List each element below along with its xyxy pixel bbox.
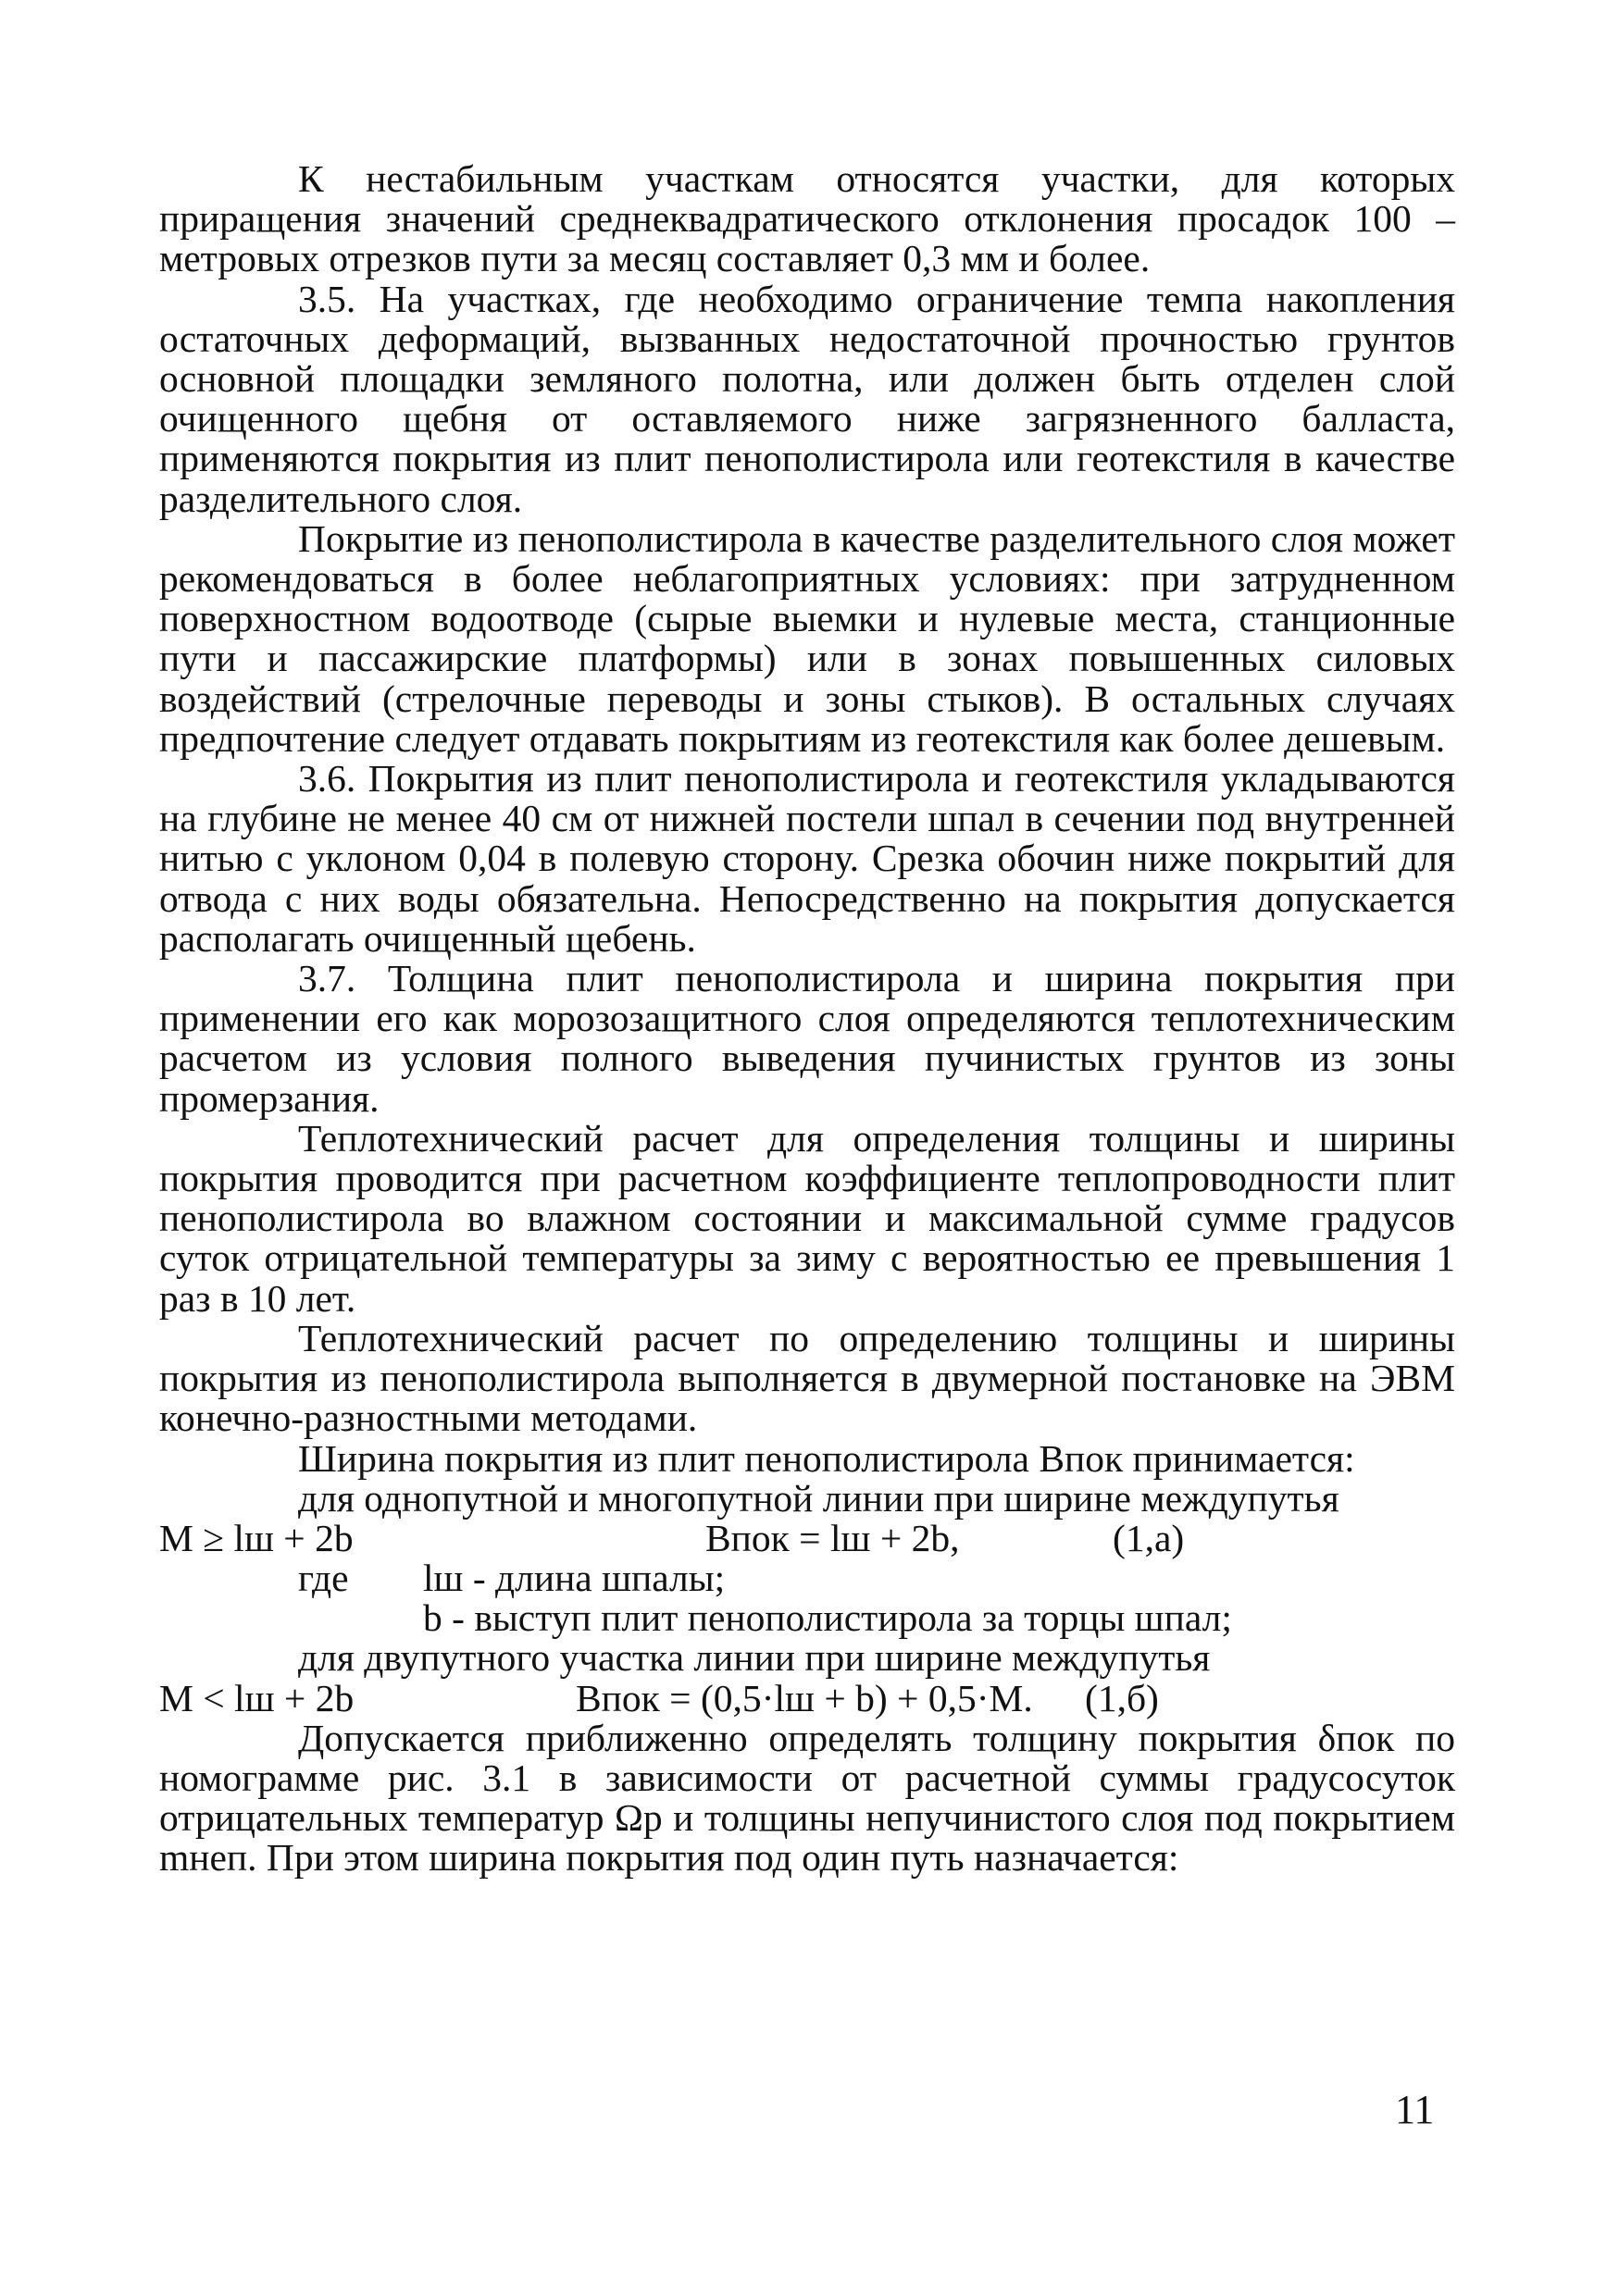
definition-l: lш - длина шпалы; [423,1557,726,1600]
formula-2-row [159,1676,1455,1719]
paragraph-3-5: 3.5. На участках, где необходимо ограничение темпа накопления остаточных деформаций, вызванных недостаточной прочностью грунтов основной площадки земляного полотна, или должен быть отделен слой очищенного щебня от оставляемого ниже загрязненного балласта, применяются покрытия из плит пенополистирола или геотекстиля в качестве разделительного слоя. [159,277,1455,520]
formula-1-expression: Впок = lш + 2b, [705,1516,960,1559]
case1-condition-text: для однопутной и многопутной линии при ширине междупутья [298,1476,1339,1520]
paragraph-thermal-calc-1: Теплотехнический расчет для определения толщины и ширины покрытия проводится при расчетном коэффициенте теплопроводности плит пенополистирола во влажном состоянии и максимальной сумме градусов суток отрицательной температуры за зиму с вероятностью ее превышения 1 раз в 10 лет. [159,1116,1455,1320]
paragraph-polystyrene-covering: Покрытие из пенополистирола в качестве разделительного слоя может рекомендоваться в более неблагоприятных условиях: при затрудненном поверхностном водоотводе (сырые выемки и нулевые места, станционные пути и пассажирские платформы) или в зонах повышенных силовых воздействий (стрелочные переводы и зоны стыков). В остальных случаях предпочтение следует отдавать покрытиям из геотекстиля как более дешевым. [159,516,1455,760]
paragraph-thermal-calc-2: Теплотехнический расчет по определению толщины и ширины покрытия из пенополистирола выполняется в двумерной постановке на ЭВМ конечно-разностными методами. [159,1316,1455,1440]
formula-1-label: (1,а) [1113,1516,1185,1559]
formula-2-expression: Впок = (0,5·lш + b) + 0,5·М. [576,1676,1033,1719]
formula-2-label: (1,б) [1085,1676,1159,1719]
formula-1-condition: М ≥ lш + 2b [159,1516,354,1559]
paragraph-nomogram: Допускается приближенно определять толщину покрытия δпок по номограмме рис. 3.1 в зависимости от расчетной суммы градусосуток отрицательных температур Ωр и толщины непучинистого слоя под покрытием mнеп. При этом ширина покрытия под один путь назначается: [159,1716,1455,1880]
formula-2-condition: М < lш + 2b [159,1676,355,1719]
paragraph-3-7: 3.7. Толщина плит пенополистирола и ширина покрытия при применении его как морозозащитного слоя определяются теплотехническим расчетом из условия полного выведения пучинистых грунтов из зоны промерзания. [159,957,1455,1120]
where-word: где [298,1557,349,1600]
definition-row-b [159,1598,1455,1638]
page-number: 11 [1395,2087,1435,2132]
paragraph-3-6: 3.6. Покрытия из плит пенополистирола и геотекстиля укладываются на глубине не менее 40 см от нижней постели шпал в сечении под внутренней нитью с уклоном 0,04 в полевую сторону. Срезка обочин ниже покрытий для отвода с них воды обязательна. Непосредственно на покрытия допускается располагать очищенный щебень. [159,757,1455,960]
width-intro: Ширина покрытия из плит пенополистирола Впок принимается: [298,1436,1355,1480]
paragraph-unstable-sections: К нестабильным участкам относятся участки, для которых приращения значений среднеквадратического отклонения просадок 100 – метровых отрезков пути за месяц составляет 0,3 мм и более. [159,157,1455,280]
case2-condition-text: для двупутного участка линии при ширине междупутья [298,1636,1211,1680]
page-text-block [159,159,1455,1879]
formula-1-row [159,1516,1455,1559]
definition-row-l [159,1558,1455,1598]
definition-b: b - выступ плит пенополистирола за торцы шпал; [423,1596,1232,1640]
